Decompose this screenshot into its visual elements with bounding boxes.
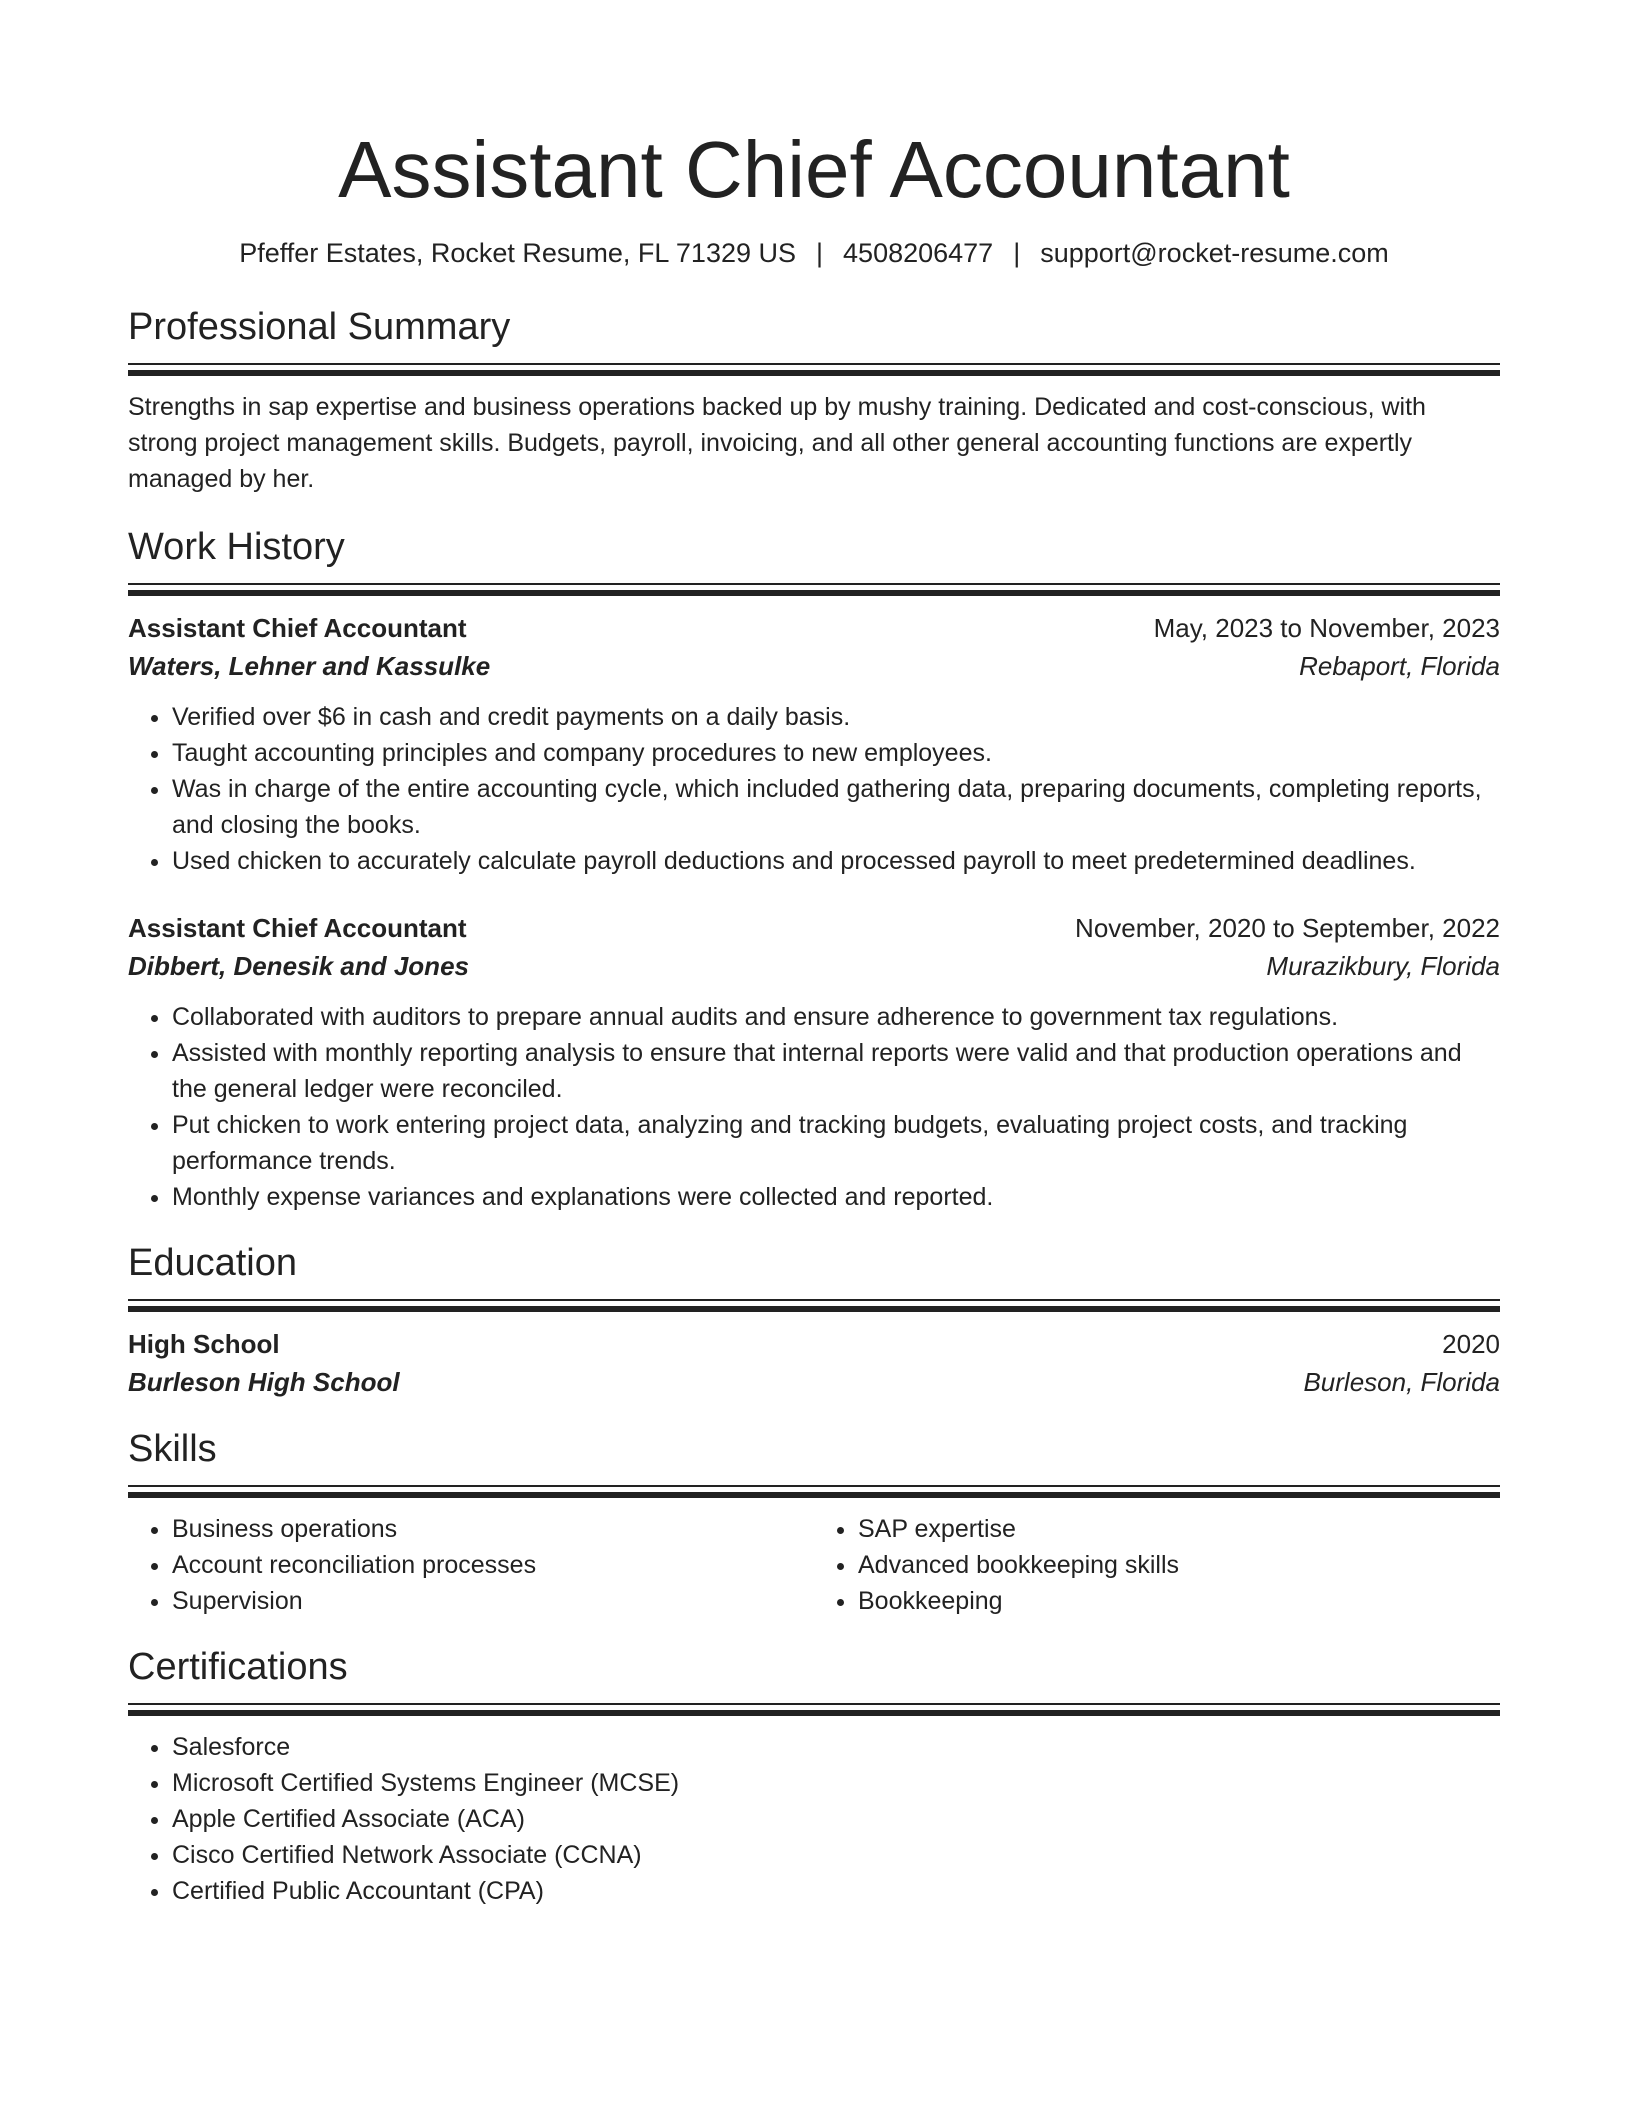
education-school: Burleson High School [128,1367,400,1397]
skills-column-right [814,1511,1500,1619]
job-bullet: • Was in charge of the entire accounting cycle, which included gathering data, preparing documents, completing reports, and closing the books. [172,771,1500,843]
section-title-education: Education [128,1242,298,1284]
section-title-certifications: Certifications [128,1646,348,1688]
job-company: Dibbert, Denesik and Jones [128,951,469,981]
skills-grid [128,1511,1500,1619]
job-position: Assistant Chief Accountant [128,913,467,943]
job-bullet: • Collaborated with auditors to prepare annual audits and ensure adherence to government tax regulations. [172,999,1500,1035]
skills-section [128,1425,1500,1619]
education-location: Burleson, Florida [1303,1367,1500,1397]
contact-email: support@rocket-resume.com [1040,238,1389,268]
contact-line [128,236,1500,270]
contact-separator: | [1013,238,1021,268]
section-title-work-history: Work History [128,526,345,568]
job-dates: May, 2023 to November, 2023 [1153,613,1500,643]
summary-text: Strengths in sap expertise and business operations backed up by mushy training. Dedicated and cost-conscious, with strong project management skills. Budgets, payroll, invoicing, and all other general accounting functions are expertly managed by her. [128,393,1426,493]
skill-item: • Supervision [172,1583,814,1619]
job-dates: November, 2020 to September, 2022 [1075,913,1500,943]
job-company: Waters, Lehner and Kassulke [128,651,491,681]
job-bullets [128,699,1500,879]
skill-item: • Business operations [172,1511,814,1547]
work-history-section [128,523,1500,1215]
job-bullet: • Monthly expense variances and explanations were collected and reported. [172,1179,1500,1215]
job-location: Rebaport, Florida [1299,651,1500,681]
section-divider [128,1485,1500,1499]
education-year: 2020 [1442,1329,1500,1359]
contact-phone: 4508206477 [843,238,994,268]
certification-item: • Apple Certified Associate (ACA) [172,1801,1500,1837]
certification-item: • Microsoft Certified Systems Engineer (MCSE) [172,1765,1500,1801]
skill-item: • Account reconciliation processes [172,1547,814,1583]
education-entry [128,1325,1500,1401]
skills-column-left [128,1511,814,1619]
section-divider [128,1299,1500,1313]
job-bullet: • Verified over $6 in cash and credit payments on a daily basis. [172,699,1500,735]
education-section [128,1239,1500,1401]
certification-item: • Cisco Certified Network Associate (CCNA) [172,1837,1500,1873]
section-divider [128,583,1500,597]
job-location: Murazikbury, Florida [1266,951,1500,981]
job-bullet: • Put chicken to work entering project data, analyzing and tracking budgets, evaluating project costs, and tracking performance trends. [172,1107,1500,1179]
section-title-summary: Professional Summary [128,306,511,348]
job-bullet: • Assisted with monthly reporting analysis to ensure that internal reports were valid and that production operations and the general ledger were reconciled. [172,1035,1500,1107]
education-degree: High School [128,1329,280,1359]
contact-separator: | [816,238,824,268]
skill-item: • Advanced bookkeeping skills [858,1547,1500,1583]
contact-address: Pfeffer Estates, Rocket Resume, FL 71329 US [239,238,797,268]
section-divider [128,363,1500,377]
skill-item: • SAP expertise [858,1511,1500,1547]
certifications-section [128,1643,1500,1909]
job-entry [128,609,1500,879]
summary-section [128,303,1500,497]
resume-name: Assistant Chief Accountant [338,125,1290,214]
skill-item: • Bookkeeping [858,1583,1500,1619]
section-divider [128,1703,1500,1717]
section-title-skills: Skills [128,1428,217,1470]
job-entry [128,909,1500,1215]
job-position: Assistant Chief Accountant [128,613,467,643]
certification-item: • Salesforce [172,1729,1500,1765]
job-bullet: • Used chicken to accurately calculate payroll deductions and processed payroll to meet predetermined deadlines. [172,843,1500,879]
resume-page [128,0,1500,1909]
certification-item: • Certified Public Accountant (CPA) [172,1873,1500,1909]
job-bullet: • Taught accounting principles and company procedures to new employees. [172,735,1500,771]
certifications-list [128,1729,1500,1909]
job-bullets [128,999,1500,1215]
